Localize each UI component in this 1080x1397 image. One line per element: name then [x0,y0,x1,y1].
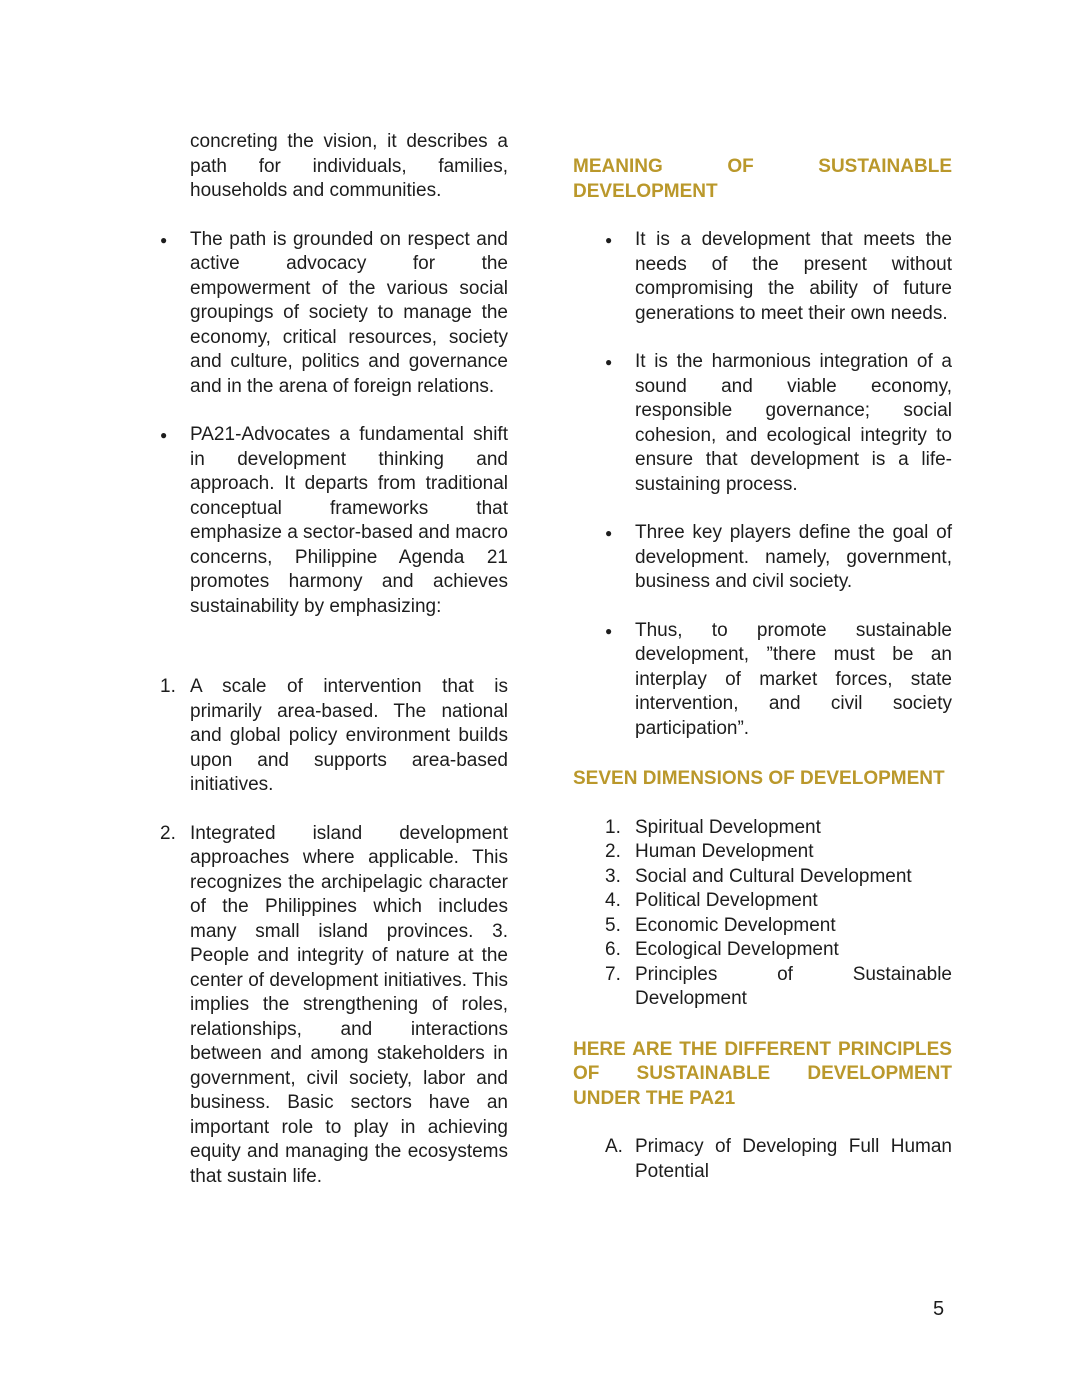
letter-marker: A. [605,1136,623,1157]
number-marker: 3. [605,865,621,887]
bullet-text: Thus, to promote sustainable development, ”there must be an interplay of market forces, state intervention, and civil society participation”. [635,619,952,739]
numbered-text: Integrated island development approaches where applicable. This recognizes the archipelagic character of the Philippines which includes many small island provinces. 3. People and integrity of nature at the center of development initiatives. This implies the strengthening of roles, relationships, and interactions between and among stakeholders in government, civil society, labor and business. Basic sectors have an important role to play in achieving equity and managing the ecosystems that sustain life. [190,822,508,1187]
bullet-text: Three key players define the goal of development. namely, government, business and civil society. [635,522,952,592]
numbered-text: Political Development [635,890,818,911]
bullet-marker: ● [605,233,613,247]
bullet-text: PA21-Advocates a fundamental shift in development thinking and approach. It departs from traditional conceptual frameworks that emphasize a sector-based and macro concerns, Philippine Agenda 21 promotes harmony and achieves sustainability by emphasizing: [190,424,508,617]
section-heading-seven-dimensions: SEVEN DIMENSIONS OF DEVELOPMENT [573,768,945,789]
numbered-text: Social and Cultural Development [635,865,912,887]
lettered-text: Primacy of Developing Full Human Potential [635,1136,952,1182]
bullet-item [573,521,952,595]
number-marker: 2. [160,822,176,844]
bullet-marker: ● [605,526,613,540]
bullet-marker: ● [160,232,168,247]
bullet-marker: ● [605,355,613,369]
page-number: 5 [933,1298,945,1320]
numbered-text: Human Development [635,841,814,862]
bullet-item [573,350,952,497]
dimensions-numbered-list [573,816,952,1012]
numbered-item [573,963,952,1012]
numbered-item [573,816,952,841]
right-column [573,130,952,1189]
numbered-text: Ecological Development [635,939,839,960]
bullet-item [573,228,952,326]
bullet-text: It is a development that meets the needs of the present without compromising the ability of future generations to meet their own needs. [635,229,952,324]
section-heading-meaning-of-sustainable-development: MEANING OF SUSTAINABLE DEVELOPMENT [573,156,952,202]
two-column-layout [160,130,952,1189]
bullet-text: The path is grounded on respect and active advocacy for the empowerment of the various social groupings of society to manage the economy, critical resources, society and culture, politics and governance and in the arena of foreign relations. [190,228,508,397]
number-marker: 2. [605,841,621,862]
numbered-item [160,822,508,1190]
numbered-item [573,840,952,865]
bullet-marker: ● [605,623,613,638]
numbered-text: Spiritual Development [635,816,821,838]
number-marker: 1. [160,676,176,697]
numbered-item [573,914,952,939]
numbered-item [573,889,952,914]
number-marker: 1. [605,816,621,838]
numbered-item [160,675,508,798]
numbered-text: Economic Development [635,914,836,936]
continuation-paragraph: concreting the vision, it describes a path for individuals, families, households and communities. [190,131,508,201]
numbered-item [573,865,952,890]
bullet-item [573,619,952,742]
number-marker: 6. [605,939,621,960]
number-marker: 5. [605,914,621,936]
section-heading-principles-under-pa21: HERE ARE THE DIFFERENT PRINCIPLES OF SUSTAINABLE DEVELOPMENT UNDER THE PA21 [573,1038,952,1109]
number-marker: 7. [605,963,621,985]
bullet-item [160,228,508,400]
bullet-marker: ● [160,428,168,442]
lettered-item [573,1135,952,1184]
numbered-text: A scale of intervention that is primarily area-based. The national and global policy environment builds upon and supports area-based initiatives. [190,676,508,795]
bullet-item [160,423,508,619]
left-column [160,130,508,1189]
numbered-text: Principles of Sustainable Development [635,963,952,1009]
number-marker: 4. [605,890,621,911]
bullet-text: It is the harmonious integration of a sound and viable economy, responsible governance; social cohesion, and ecological integrity to ensure that development is a life-sustaining process. [635,351,952,495]
numbered-item [573,938,952,963]
